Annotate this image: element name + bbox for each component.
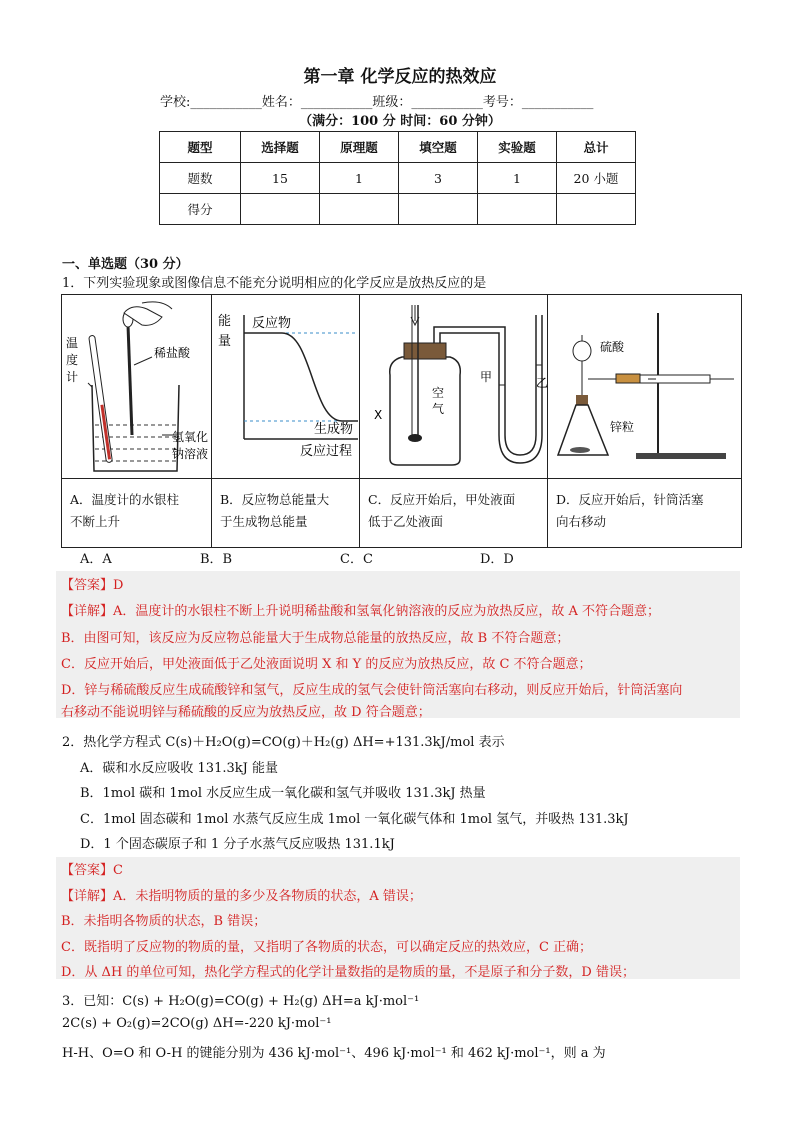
caption-b-line1: B．反应物总能量大 xyxy=(220,492,330,507)
caption-b-line2: 于生成物总能量 xyxy=(220,514,308,529)
score-input-cell[interactable] xyxy=(557,194,636,225)
label-thermometer-2: 度 xyxy=(66,353,79,367)
label-thermometer-1: 温 xyxy=(66,336,79,350)
question-2-stem: 2．热化学方程式 C(s)＋H₂O(g)=CO(g)＋H₂(g) ΔH=+131.3kJ/mol 表示 xyxy=(62,735,505,750)
label-energy-1: 能 xyxy=(218,314,232,329)
table-row xyxy=(160,163,636,194)
label-air-2: 气 xyxy=(432,402,445,416)
table-cell: 题数 xyxy=(160,163,241,194)
syringe-flask-diagram xyxy=(548,295,741,478)
question-1-answer-box xyxy=(56,571,740,718)
choice-b[interactable]: B．B xyxy=(200,552,233,567)
detail-line: 【详解】A．未指明物质的量的多少及各物质的状态，A 错误； xyxy=(61,889,422,904)
detail-line: B．未指明各物质的状态，B 错误； xyxy=(61,914,267,929)
question-1-stem: 1．下列实验现象或图像信息不能充分说明相应的化学反应是放热反应的是 xyxy=(62,276,487,291)
table-cell: 3 xyxy=(399,163,478,194)
question-3-line1: 3．已知：C(s) + H₂O(g)=CO(g) + H₂(g) ΔH=a kJ·mol⁻¹ xyxy=(62,994,420,1009)
page-title: 第一章 化学反应的热效应 xyxy=(303,67,497,87)
detail-line: C．反应开始后，甲处液面低于乙处液面说明 X 和 Y 的反应为放热反应，故 C 不符合题意； xyxy=(61,657,592,672)
figure-cell-a xyxy=(62,295,212,547)
score-input-cell[interactable] xyxy=(478,194,557,225)
caption-a xyxy=(70,489,230,533)
choice-d[interactable]: D．D xyxy=(480,552,514,567)
student-info-line: 学校:___________姓名：___________班级：___________考号：___________ xyxy=(160,95,594,110)
figure-cell-c xyxy=(360,295,548,547)
caption-d-line2: 向右移动 xyxy=(556,514,607,529)
detail-line: D．从 ΔH 的单位可知，热化学方程式的化学计量数指的是物质的量，不是原子和分子数，D 错误； xyxy=(61,965,635,980)
answer-label: 【答案】C xyxy=(61,863,123,878)
label-thermometer-3: 计 xyxy=(66,370,79,384)
detail-line: C．既指明了反应物的物质的量，又指明了各物质的状态，可以确定反应的热效应，C 正确； xyxy=(61,940,593,955)
label-x: X xyxy=(374,408,383,422)
figure-cell-b xyxy=(212,295,360,547)
table-header-row xyxy=(160,132,636,163)
table-cell: 1 xyxy=(320,163,399,194)
label-naoh-2: 钠溶液 xyxy=(172,447,209,461)
table-header-cell: 题型 xyxy=(160,132,241,163)
question-2-option-a[interactable]: A．碳和水反应吸收 131.3kJ 能量 xyxy=(80,761,278,776)
figure-cell-d xyxy=(548,295,741,547)
table-header-cell: 实验题 xyxy=(478,132,557,163)
label-energy-2: 量 xyxy=(218,334,232,349)
label-reaction-process: 反应过程 xyxy=(300,444,353,459)
label-product: 生成物 xyxy=(314,422,354,437)
score-input-cell[interactable] xyxy=(399,194,478,225)
caption-c xyxy=(368,489,528,533)
table-header-cell: 选择题 xyxy=(241,132,320,163)
score-input-cell[interactable] xyxy=(320,194,399,225)
score-input-cell[interactable] xyxy=(241,194,320,225)
table-cell: 20 小题 xyxy=(557,163,636,194)
question-3-line3: H-H、O=O 和 O-H 的键能分别为 436 kJ·mol⁻¹、496 kJ·mol⁻¹ 和 462 kJ·mol⁻¹，则 a 为 xyxy=(62,1046,606,1061)
label-air-1: 空 xyxy=(432,386,445,400)
score-table xyxy=(159,131,636,225)
question-1-figure xyxy=(61,294,742,548)
section-heading: 一、单选题（30 分） xyxy=(62,257,189,272)
question-2-option-c[interactable]: C．1mol 固态碳和 1mol 水蒸气反应生成 1mol 一氧化碳气体和 1mol 氢气，并吸热 131.3kJ xyxy=(80,812,629,827)
table-header-cell: 填空题 xyxy=(399,132,478,163)
table-cell: 1 xyxy=(478,163,557,194)
question-3-line2: 2C(s) + O₂(g)=2CO(g) ΔH=-220 kJ·mol⁻¹ xyxy=(62,1016,332,1031)
label-zinc: 锌粒 xyxy=(610,420,635,434)
thermometer-beaker-diagram xyxy=(62,295,212,478)
choice-a[interactable]: A．A xyxy=(80,552,112,567)
caption-d-line1: D．反应开始后，针筒活塞 xyxy=(556,492,704,507)
answer-label: 【答案】D xyxy=(61,578,124,593)
question-2-answer-box xyxy=(56,857,740,979)
detail-line: B．由图可知，该反应为反应物总能量大于生成物总能量的放热反应，故 B 不符合题意； xyxy=(61,631,570,646)
caption-d xyxy=(556,489,736,533)
table-cell: 15 xyxy=(241,163,320,194)
energy-diagram xyxy=(212,295,360,478)
detail-line: D．锌与稀硫酸反应生成硫酸锌和氢气，反应生成的氢气会使针筒活塞向右移动，则反应开始后，针筒活塞向 xyxy=(61,683,683,698)
caption-b xyxy=(220,489,380,533)
caption-c-line2: 低于乙处液面 xyxy=(368,514,444,529)
detail-line: 右移动不能说明锌与稀硫酸的反应为放热反应，故 D 符合题意； xyxy=(61,705,431,720)
caption-c-line1: C．反应开始后，甲处液面 xyxy=(368,492,516,507)
label-naoh-1: 氢氧化 xyxy=(172,430,209,444)
score-time-line: （满分：100 分 时间：60 分钟） xyxy=(299,114,501,129)
choice-c[interactable]: C．C xyxy=(340,552,373,567)
table-cell: 得分 xyxy=(160,194,241,225)
u-tube-diagram xyxy=(360,295,548,478)
table-row xyxy=(160,194,636,225)
label-hcl: 稀盐酸 xyxy=(154,346,191,360)
label-sulfuric-acid: 硫酸 xyxy=(600,340,625,354)
table-header-cell: 总计 xyxy=(557,132,636,163)
question-2-option-b[interactable]: B．1mol 碳和 1mol 水反应生成一氧化碳和氢气并吸收 131.3kJ 热量 xyxy=(80,786,486,801)
caption-a-line2: 不断上升 xyxy=(70,514,121,529)
label-reactant: 反应物 xyxy=(252,316,292,331)
caption-a-line1: A．温度计的水银柱 xyxy=(70,492,180,507)
question-2-option-d[interactable]: D．1 个固态碳原子和 1 分子水蒸气反应吸热 131.1kJ xyxy=(80,837,395,852)
label-jia: 甲 xyxy=(480,370,493,384)
label-yi: 乙 xyxy=(536,376,548,390)
table-header-cell: 原理题 xyxy=(320,132,399,163)
detail-line: 【详解】A．温度计的水银柱不断上升说明稀盐酸和氢氧化钠溶液的反应为放热反应，故 A 不符合题意； xyxy=(61,604,661,619)
